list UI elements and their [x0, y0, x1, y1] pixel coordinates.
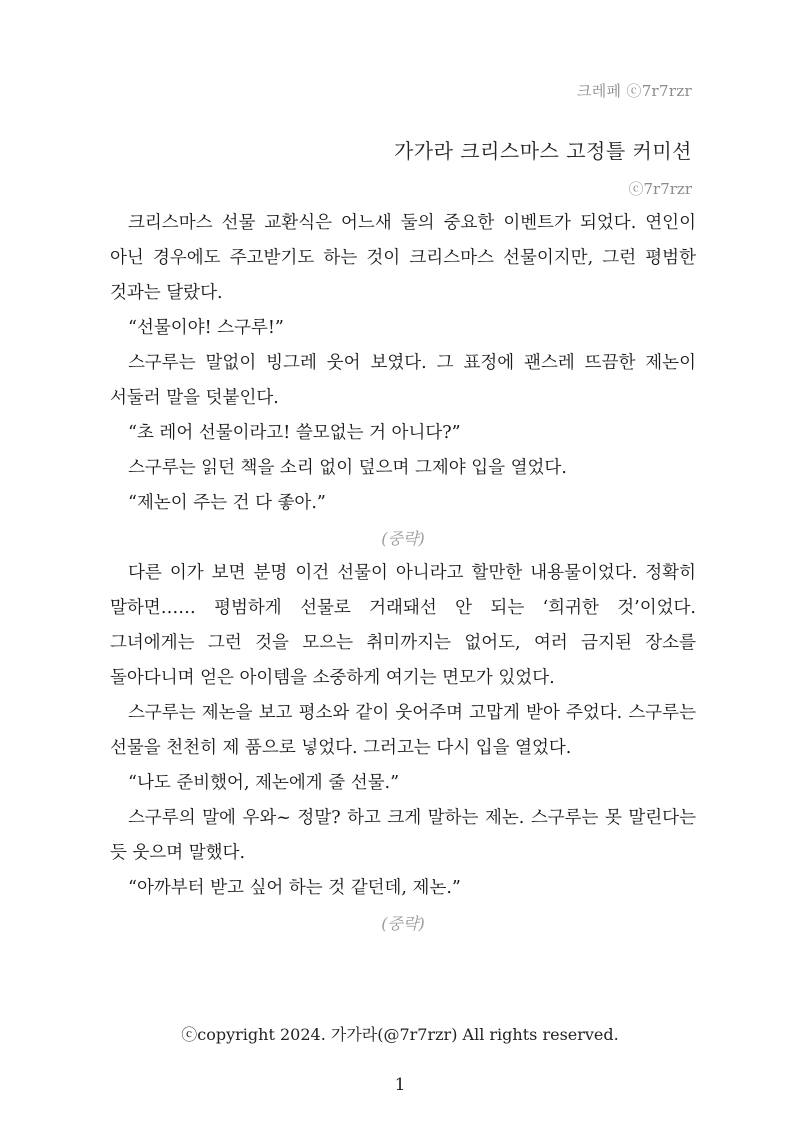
paragraph: 크리스마스 선물 교환식은 어느새 둘의 중요한 이벤트가 되었다. 연인이 아닌 경우에도 주고받기도 하는 것이 크리스마스 선물이지만, 그런 평범한 것과는 달랐다. — [110, 213, 696, 303]
copyright-notice: ⓒcopyright 2024. 가가라(@7r7rzr) All rights reserved. — [181, 1025, 619, 1044]
paragraph: 다른 이가 보면 분명 이건 선물이 아니라고 할만한 내용물이었다. 정확히 말하면…… 평범하게 선물로 거래돼선 안 되는 ‘희귀한 것’이었다. 그녀에게는 그런 것을 모으는 취미까지는 없어도, 여러 금지된 장소를 돌아다니며 얻은 아이템을 소중하게 여기는 면모가 있었다. — [110, 563, 696, 688]
paragraph: 스구루는 읽던 책을 소리 없이 덮으며 그제야 입을 열었다. — [128, 458, 567, 478]
paragraph: 스구루는 말없이 빙그레 웃어 보였다. 그 표정에 괜스레 뜨끔한 제논이 서둘러 말을 덧붙인다. — [110, 353, 696, 408]
page-number: 1 — [394, 1075, 406, 1095]
dialogue-line: “아까부터 받고 싶어 하는 것 같던데, 제논.” — [128, 878, 461, 898]
dialogue-line: “선물이야! 스구루!” — [128, 318, 284, 338]
author-credit: ⓒ7r7rzr — [628, 180, 692, 198]
body-text — [110, 206, 696, 941]
dialogue-line: “제논이 주는 건 다 좋아.” — [128, 493, 326, 513]
omission-marker: (중략) — [381, 914, 425, 933]
header-meta: 크레페 ⓒ7r7rzr — [576, 82, 692, 100]
paragraph: 스구루는 제논을 보고 평소와 같이 웃어주며 고맙게 받아 주었다. 스구루는 선물을 천천히 제 품으로 넣었다. 그러고는 다시 입을 열었다. — [110, 703, 696, 758]
dialogue-line: “초 레어 선물이라고! 쓸모없는 거 아니다?” — [128, 423, 461, 443]
omission-marker: (중략) — [381, 529, 425, 548]
document-title: 가가라 크리스마스 고정틀 커미션 — [393, 139, 692, 163]
dialogue-line: “나도 준비했어, 제논에게 줄 선물.” — [128, 773, 400, 793]
paragraph: 스구루의 말에 우와~ 정말? 하고 크게 말하는 제논. 스구루는 못 말린다는 듯 웃으며 말했다. — [110, 808, 696, 863]
